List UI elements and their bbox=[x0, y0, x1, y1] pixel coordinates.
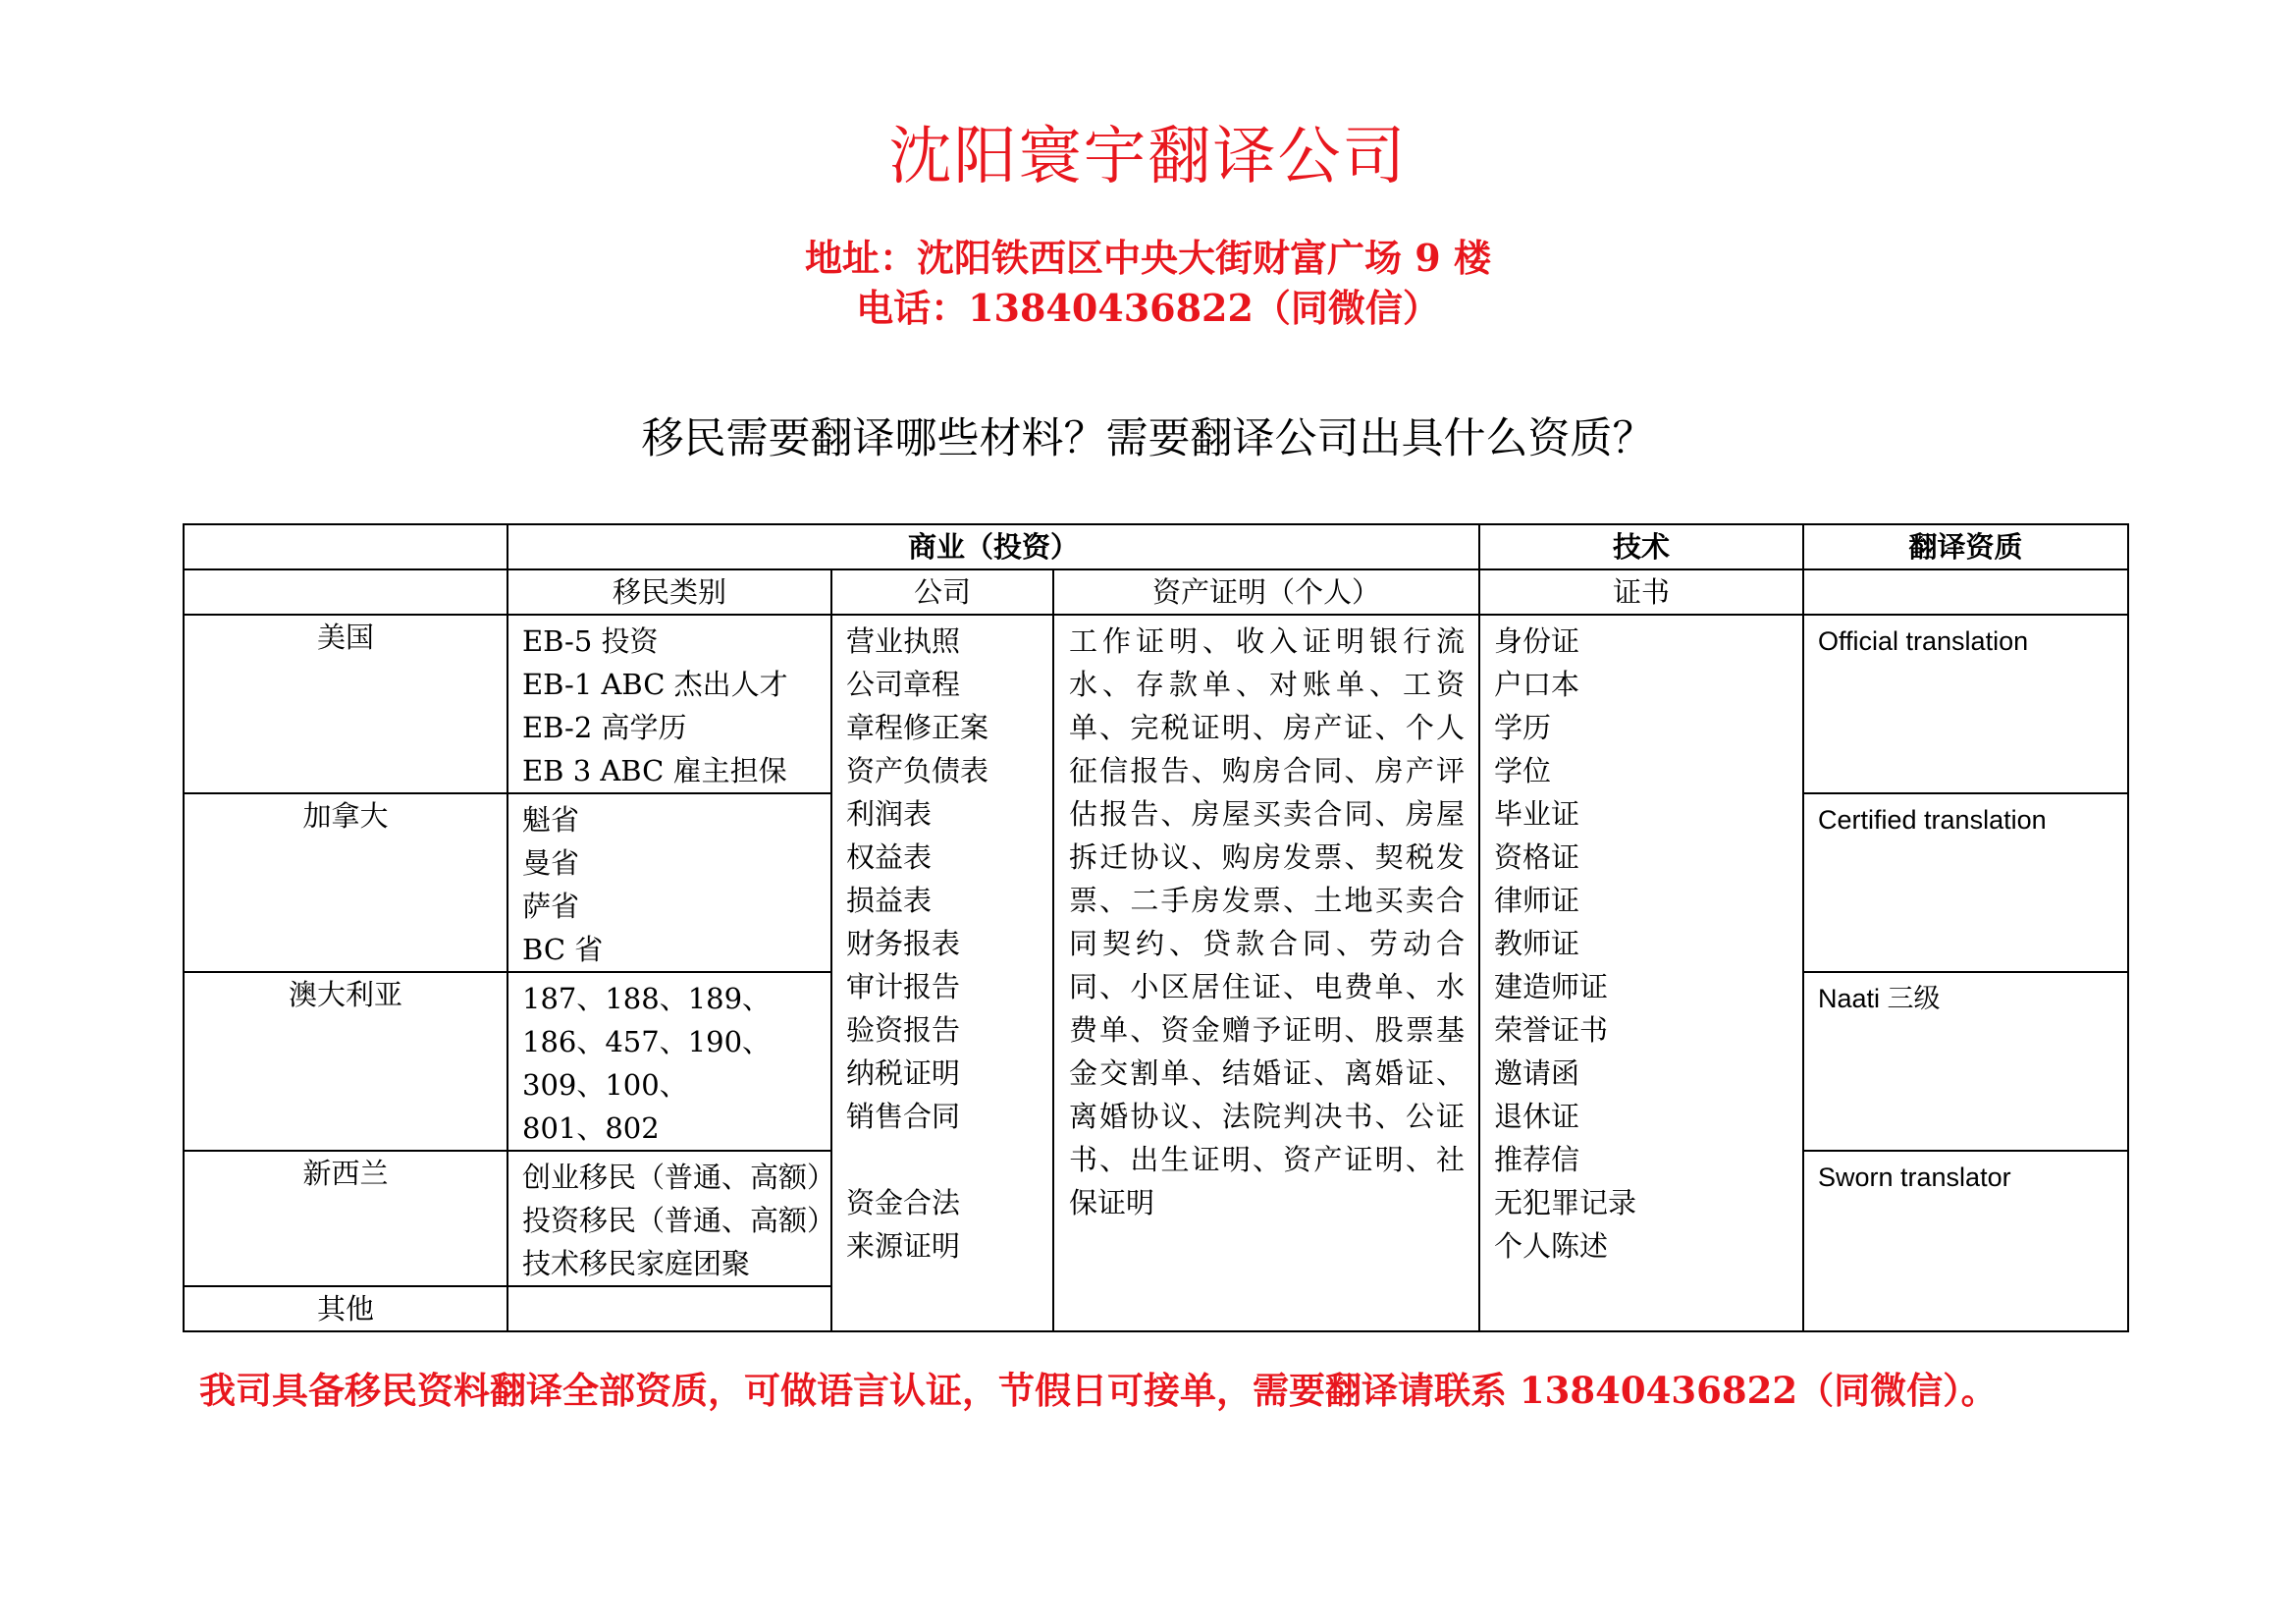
company-docs-cell bbox=[831, 615, 1053, 1331]
certificate-item: 毕业证 bbox=[1494, 797, 1580, 831]
certificate-item: 邀请函 bbox=[1494, 1056, 1580, 1090]
table-row-usa bbox=[184, 615, 2128, 793]
certificate-item: 学位 bbox=[1494, 754, 1552, 787]
qualification-canada bbox=[1803, 793, 2128, 972]
category-item: 魁省 bbox=[522, 803, 580, 837]
certificates-cell bbox=[1479, 615, 1803, 1331]
country-other: 其他 bbox=[184, 1286, 507, 1331]
header-empty-cell bbox=[184, 524, 507, 569]
company-doc-item: 资金合法 bbox=[846, 1186, 961, 1219]
certificate-item: 无犯罪记录 bbox=[1494, 1186, 1637, 1219]
table-header-row bbox=[184, 524, 2128, 569]
categories-other-empty bbox=[507, 1286, 831, 1331]
company-title: 沈阳寰宇翻译公司 bbox=[888, 121, 1408, 193]
category-item: 投资移民（普通、高额） bbox=[522, 1204, 836, 1237]
subheader-category: 移民类别 bbox=[507, 569, 831, 615]
qualification-text: Official translation bbox=[1818, 626, 2029, 656]
qualification-usa bbox=[1803, 615, 2128, 793]
immigration-materials-table bbox=[183, 523, 2129, 1332]
country-new-zealand: 新西兰 bbox=[184, 1151, 507, 1286]
company-doc-item: 利润表 bbox=[846, 797, 933, 831]
qualification-australia bbox=[1803, 972, 2128, 1151]
company-doc-item: 权益表 bbox=[846, 840, 933, 874]
certificate-item: 荣誉证书 bbox=[1494, 1013, 1609, 1047]
company-doc-item: 公司章程 bbox=[846, 668, 961, 701]
categories-usa bbox=[507, 615, 831, 793]
category-item: 187、188、189、 bbox=[522, 982, 772, 1015]
subheader-assets: 资产证明（个人） bbox=[1053, 569, 1479, 615]
company-doc-item: 营业执照 bbox=[846, 624, 961, 658]
category-item: 186、457、190、 bbox=[522, 1025, 772, 1058]
company-phone: 电话：13840436822（同微信） bbox=[856, 286, 1440, 330]
assets-cell bbox=[1053, 615, 1479, 1331]
category-item: EB 3 ABC 雇主担保 bbox=[522, 754, 787, 787]
header-qualification: 翻译资质 bbox=[1803, 524, 2128, 569]
page-question: 移民需要翻译哪些材料？需要翻译公司出具什么资质？ bbox=[641, 414, 1655, 463]
country-australia: 澳大利亚 bbox=[184, 972, 507, 1151]
certificate-item: 律师证 bbox=[1494, 884, 1580, 917]
category-item: 曼省 bbox=[522, 846, 580, 880]
subheader-empty-cell bbox=[184, 569, 507, 615]
category-item: EB-1 ABC 杰出人才 bbox=[522, 668, 788, 701]
categories-canada bbox=[507, 793, 831, 972]
company-doc-item: 章程修正案 bbox=[846, 711, 989, 744]
certificate-item: 身份证 bbox=[1494, 624, 1580, 658]
certificate-item: 资格证 bbox=[1494, 840, 1580, 874]
header-business: 商业（投资） bbox=[507, 524, 1479, 569]
category-item: EB-5 投资 bbox=[522, 624, 659, 658]
assets-text: 工作证明、收入证明银行流水、存款单、对账单、工资单、完税证明、房产证、个人征信报告、购房合同、房产评估报告、房屋买卖合同、房屋拆迁协议、购房发票、契税发票、二手房发票、土地买卖合同契约、贷款合同、劳动合同、小区居住证、电费单、水费单、资金赠予证明、股票基金交割单、结婚证、离婚证、离婚协议、法院判决书、公证书、出生证明、资产证明、社保证明 bbox=[1069, 624, 1465, 1219]
categories-new-zealand bbox=[507, 1151, 836, 1286]
company-doc-item: 财务报表 bbox=[846, 927, 961, 960]
certificate-item: 个人陈述 bbox=[1494, 1229, 1609, 1263]
company-doc-item: 损益表 bbox=[846, 884, 933, 917]
certificate-item: 学历 bbox=[1494, 711, 1552, 744]
certificate-item: 建造师证 bbox=[1494, 970, 1609, 1003]
categories-australia bbox=[507, 972, 831, 1151]
category-item: 创业移民（普通、高额） bbox=[522, 1161, 836, 1194]
country-usa: 美国 bbox=[184, 615, 507, 793]
category-item: BC 省 bbox=[522, 933, 604, 966]
category-item: 技术移民家庭团聚 bbox=[522, 1247, 751, 1280]
header-tech: 技术 bbox=[1479, 524, 1803, 569]
qualification-text: Certified translation bbox=[1818, 805, 2047, 835]
qualification-text: Naati 三级 bbox=[1818, 984, 1941, 1013]
certificate-item: 教师证 bbox=[1494, 927, 1580, 960]
footer-contact-note: 我司具备移民资料翻译全部资质，可做语言认证，节假日可接单，需要翻译请联系 13840436822（同微信）。 bbox=[199, 1369, 1998, 1412]
company-address: 地址：沈阳铁西区中央大街财富广场 9 楼 bbox=[805, 236, 1491, 280]
subheader-certificates: 证书 bbox=[1479, 569, 1803, 615]
company-doc-item: 审计报告 bbox=[846, 970, 961, 1003]
category-item: 801、802 bbox=[522, 1111, 660, 1145]
qualification-new-zealand bbox=[1803, 1151, 2128, 1331]
certificate-item: 退休证 bbox=[1494, 1100, 1580, 1133]
company-doc-gap bbox=[846, 1138, 1052, 1181]
certificate-item: 户口本 bbox=[1494, 668, 1580, 701]
certificate-item: 推荐信 bbox=[1494, 1143, 1580, 1176]
company-doc-item: 纳税证明 bbox=[846, 1056, 961, 1090]
subheader-empty-qual bbox=[1803, 569, 2128, 615]
company-doc-item: 销售合同 bbox=[846, 1100, 961, 1133]
table-subheader-row bbox=[184, 569, 2128, 615]
company-doc-item: 验资报告 bbox=[846, 1013, 961, 1047]
category-item: EB-2 高学历 bbox=[522, 711, 687, 744]
subheader-company: 公司 bbox=[831, 569, 1053, 615]
category-item: 309、100、 bbox=[522, 1068, 688, 1102]
company-doc-item: 资产负债表 bbox=[846, 754, 989, 787]
country-canada: 加拿大 bbox=[184, 793, 507, 972]
qualification-text: Sworn translator bbox=[1818, 1163, 2011, 1192]
category-item: 萨省 bbox=[522, 890, 580, 923]
company-doc-item: 来源证明 bbox=[846, 1229, 961, 1263]
